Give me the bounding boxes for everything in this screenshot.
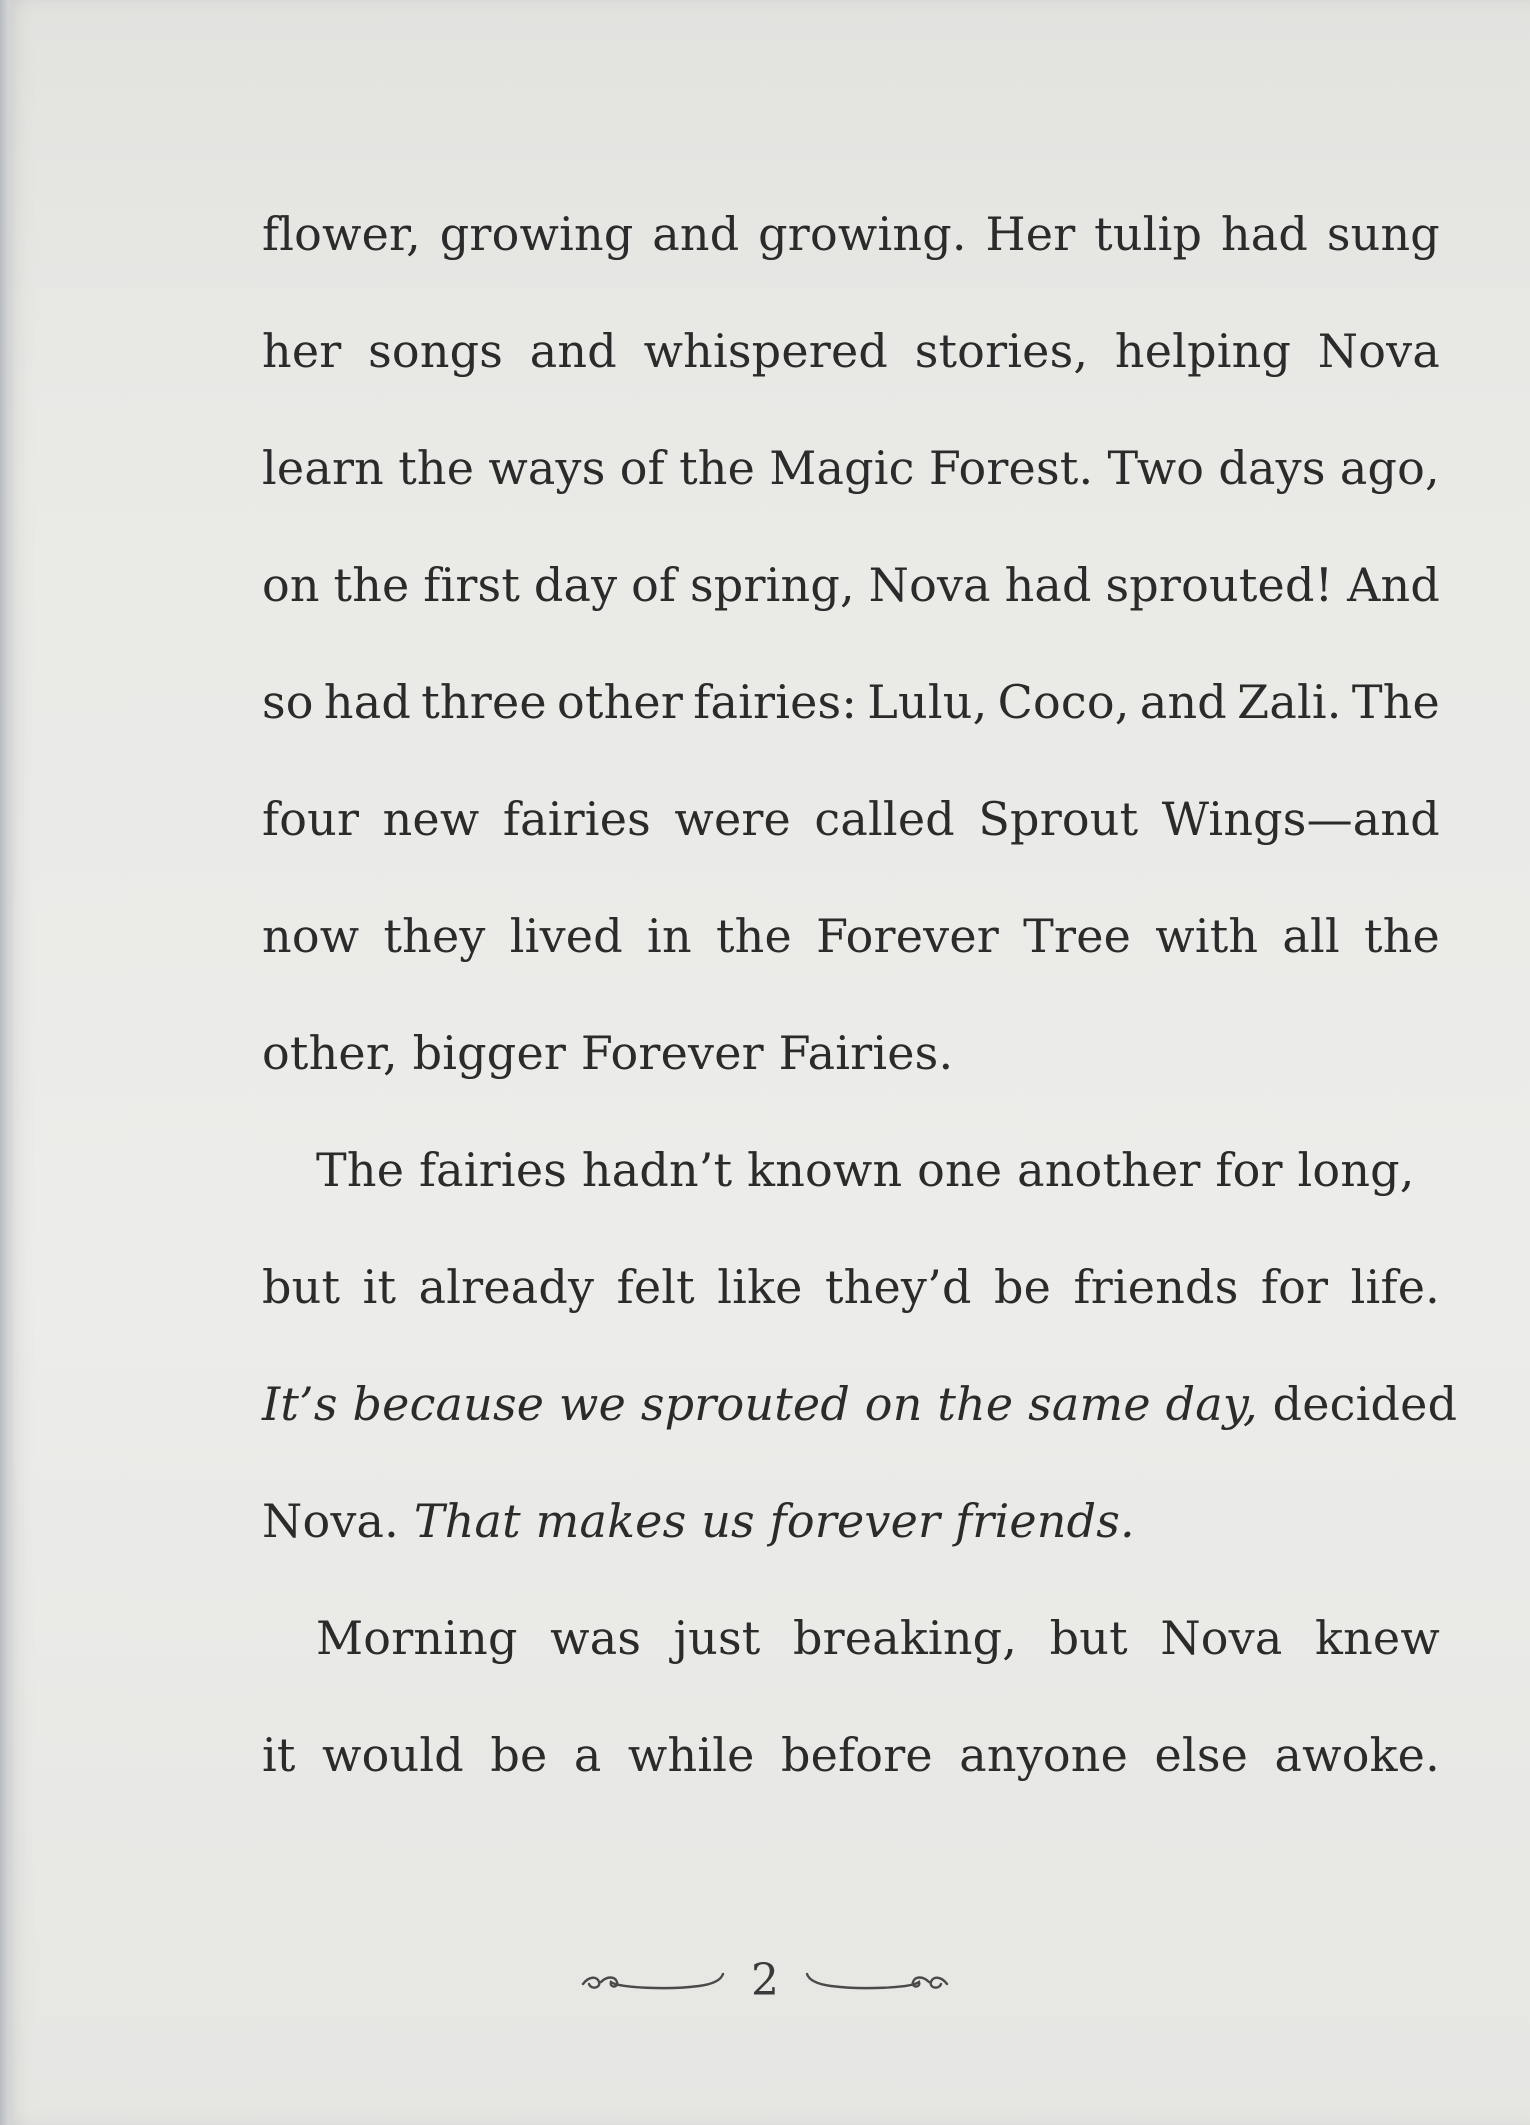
word: Wings—and <box>1161 792 1440 846</box>
word: and <box>1139 675 1227 729</box>
word: but <box>1049 1611 1128 1665</box>
word: it <box>262 1728 296 1782</box>
text-line <box>262 666 1440 783</box>
word: awoke. <box>1274 1728 1440 1782</box>
word: spring, <box>690 558 855 612</box>
text-line <box>262 783 1440 900</box>
text-line: other, bigger Forever Fairies. <box>262 1026 954 1080</box>
word: like <box>717 1260 803 1314</box>
word: the <box>333 558 410 612</box>
word: Her <box>985 207 1076 261</box>
text-line <box>262 1368 1458 1485</box>
text-span: decided <box>1257 1377 1458 1431</box>
text-line <box>262 1485 1440 1602</box>
word: sung <box>1326 207 1440 261</box>
word: Lulu, <box>867 675 988 729</box>
page-edge <box>0 0 14 2125</box>
word: new <box>382 792 480 846</box>
word: they’d <box>825 1260 972 1314</box>
word: stories, <box>914 324 1089 378</box>
word: lived <box>509 909 623 963</box>
word: fairies: <box>693 675 858 729</box>
word: for <box>1260 1260 1329 1314</box>
word: and <box>529 324 617 378</box>
text-line <box>262 900 1440 1017</box>
text-span: Nova. <box>262 1494 414 1548</box>
word: would <box>322 1728 464 1782</box>
word: had <box>1220 207 1309 261</box>
word: And <box>1347 558 1440 612</box>
word: helping <box>1114 324 1292 378</box>
word: called <box>814 792 955 846</box>
body-text <box>262 198 1458 1836</box>
word: Nova <box>868 558 991 612</box>
word: with <box>1155 909 1259 963</box>
word: growing. <box>758 207 967 261</box>
word: Zali. <box>1237 675 1342 729</box>
word: four <box>262 792 360 846</box>
text-line <box>262 432 1440 549</box>
italic-thought: It’s because we sprouted on the same day, <box>262 1377 1258 1431</box>
word: just <box>673 1611 761 1665</box>
word: Sprout <box>978 792 1139 846</box>
word: tulip <box>1094 207 1203 261</box>
text-line <box>262 198 1440 315</box>
word: had <box>1004 558 1092 612</box>
word: the <box>398 441 475 495</box>
word: first <box>423 558 521 612</box>
word: The <box>1351 675 1440 729</box>
word: felt <box>616 1260 695 1314</box>
word: the <box>715 909 792 963</box>
word: in <box>647 909 692 963</box>
word: were <box>674 792 791 846</box>
word: whispered <box>643 324 889 378</box>
word: life. <box>1350 1260 1440 1314</box>
word: and <box>652 207 740 261</box>
word: now <box>262 909 360 963</box>
text-line: The fairies hadn’t known one another for long, <box>316 1143 1415 1197</box>
word: growing <box>439 207 634 261</box>
word: learn <box>262 441 384 495</box>
word: anyone <box>959 1728 1129 1782</box>
word: it <box>362 1260 397 1314</box>
word: before <box>781 1728 933 1782</box>
word: else <box>1154 1728 1249 1782</box>
right-flourish-icon <box>801 1966 951 1996</box>
word: had <box>323 675 412 729</box>
word: three <box>421 675 547 729</box>
text-line <box>262 549 1440 666</box>
word: other <box>557 675 684 729</box>
word: knew <box>1315 1611 1440 1665</box>
word: her <box>262 324 342 378</box>
word: Tree <box>1023 909 1132 963</box>
text-line <box>262 1602 1440 1719</box>
word: while <box>627 1728 755 1782</box>
word: be <box>994 1260 1052 1314</box>
word: days <box>1218 441 1326 495</box>
text-line <box>262 1719 1440 1836</box>
word: but <box>262 1260 341 1314</box>
word: be <box>490 1728 548 1782</box>
word: songs <box>368 324 504 378</box>
word: the <box>1364 909 1440 963</box>
word: fairies <box>502 792 651 846</box>
word: already <box>418 1260 595 1314</box>
word: sprouted! <box>1105 558 1334 612</box>
italic-thought: That makes us forever friends. <box>413 1494 1135 1548</box>
word: Morning <box>316 1611 518 1665</box>
word: was <box>550 1611 642 1665</box>
word: flower, <box>262 207 421 261</box>
word: friends <box>1073 1260 1239 1314</box>
word: Two <box>1107 441 1205 495</box>
word: Nova <box>1317 324 1440 378</box>
page-number: 2 <box>751 1955 779 2006</box>
word: the <box>679 441 755 495</box>
word: Forever <box>816 909 999 963</box>
word: Nova <box>1160 1611 1283 1665</box>
word: Forest. <box>928 441 1094 495</box>
text-line <box>262 315 1440 432</box>
word: Coco, <box>997 675 1130 729</box>
word: ways <box>488 441 606 495</box>
word: day <box>533 558 618 612</box>
word: so <box>262 675 314 729</box>
word: Magic <box>769 441 915 495</box>
word: all <box>1282 909 1340 963</box>
word: of <box>619 441 665 495</box>
word: ago, <box>1339 441 1440 495</box>
word: they <box>383 909 486 963</box>
page-folio <box>0 1955 1530 2006</box>
word: on <box>262 558 320 612</box>
word: of <box>631 558 677 612</box>
text-line <box>262 1251 1440 1368</box>
word: a <box>573 1728 602 1782</box>
word: breaking, <box>792 1611 1018 1665</box>
left-flourish-icon <box>579 1966 729 1996</box>
